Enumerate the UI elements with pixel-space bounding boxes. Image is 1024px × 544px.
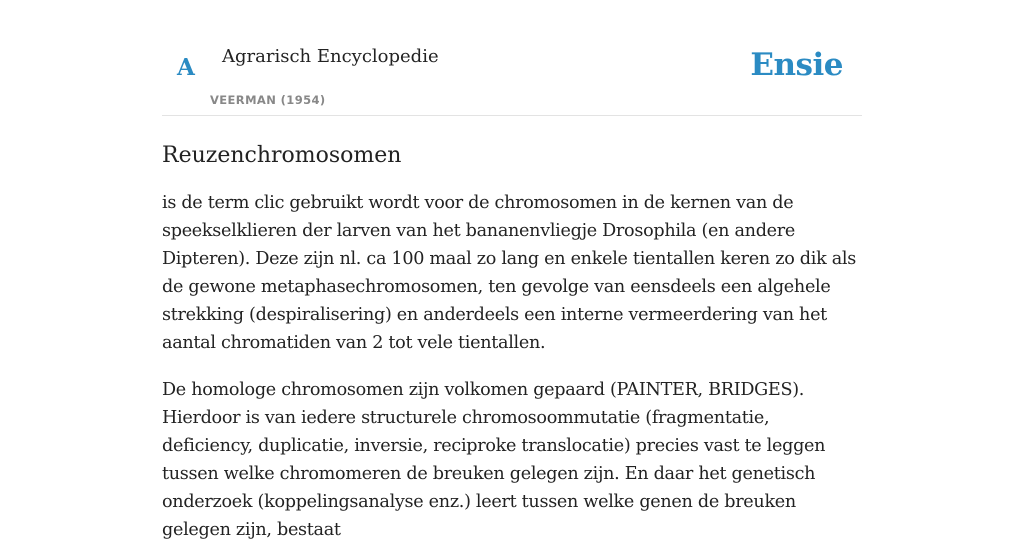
article-paragraph: De homologe chromosomen zijn volkomen gepaard (PAINTER, BRIDGES). Hierdoor is van iedere structurele chromosoommutatie (fragmentatie, deficiency, duplicatie, inversie, reciproke translocatie) precies vast te leggen tussen welke chromomeren de breuken gelegen zijn. En daar het genetisch onderzoek (koppelingsanalyse enz.) leert tussen welke genen de breuken gelegen zijn, bestaat [162, 380, 826, 540]
ensie-logo[interactable]: Ensie [750, 47, 843, 83]
article-paragraph: is de term clic gebruikt wordt voor de chromosomen in de kernen van de speekselklieren der larven van het bananenvliegje Drosophila (en andere Dipteren). Deze zijn nl. ca 100 maal zo lang en enkele tientallen keren zo dik als de gewone metaphasechromosomen, ten gevolge van eensdeels een algehele strekking (despiralisering) en anderdeels een interne vermeerdering van het aantal chromatiden van 2 tot vele tientallen. [162, 193, 856, 353]
source-author: VEERMAN (1954) [210, 93, 326, 107]
page-container [162, 0, 862, 540]
article [162, 140, 862, 544]
article-title: Reuzenchromosomen [162, 143, 402, 168]
source-title-link[interactable]: Agrarisch Encyclopedie [222, 46, 439, 67]
source-logo[interactable]: A [177, 54, 195, 81]
source-header [162, 0, 862, 116]
